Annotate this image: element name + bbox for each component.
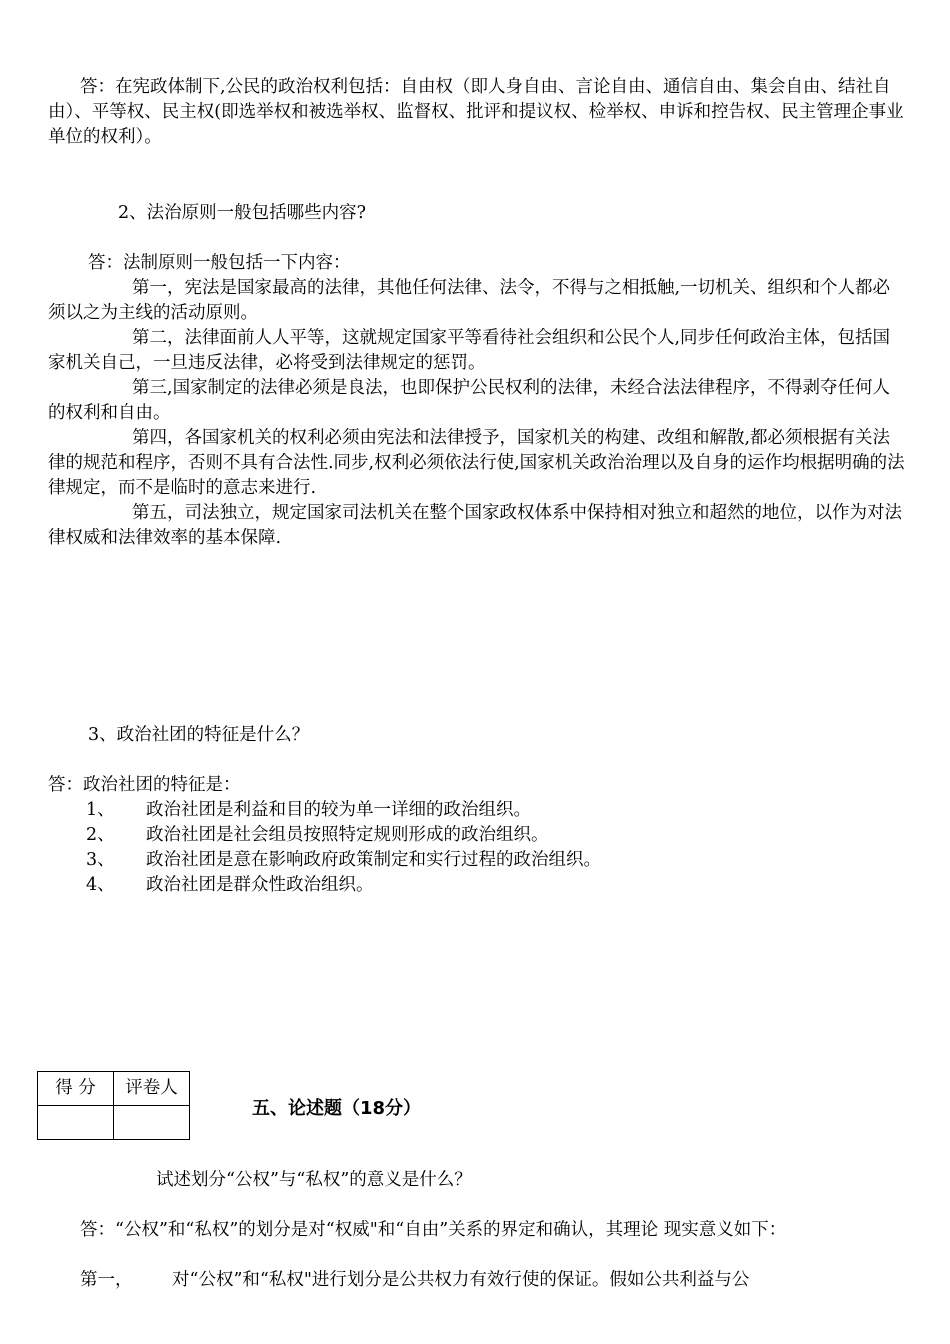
list-item-text: 政治社团是意在影响政府政策制定和实行过程的政治组织。: [146, 850, 601, 870]
list-item-text: 政治社团是社会组员按照特定规则形成的政治组织。: [146, 825, 549, 845]
list-item: [86, 848, 886, 873]
list-item-number: 1、: [86, 800, 115, 820]
q2-question: 2、法治原则一般包括哪些内容?: [118, 203, 367, 223]
list-item: [86, 798, 886, 823]
q2-point-1: 第一，宪法是国家最高的法律，其他任何法律、法令，不得与之相抵触,一切机关、组织和个人都必须以之为主线的活动原则。: [48, 278, 891, 323]
q2-point-3: 第三,国家制定的法律必须是良法，也即保护公民权利的法律，未经合法法律程序，不得剥夺任何人的权利和自由。: [48, 378, 891, 423]
q2-answer-intro: 答：法制原则一般包括一下内容：: [88, 253, 351, 273]
q3-question: 3、政治社团的特征是什么？: [88, 725, 310, 745]
q1-answer: 答：在宪政体制下,公民的政治权利包括：自由权（即人身自由、言论自由、通信自由、集会自由、结社自由）、平等权、民主权(即选举权和被选举权、监督权、批评和提议权、检举权、申诉和控告权、民主管理企事业单位的权利）。: [48, 77, 904, 147]
list-item-number: 2、: [86, 825, 115, 845]
q3-answer-intro: 答：政治社团的特征是：: [48, 775, 241, 795]
essay-question: 试述划分“公权”与“私权”的意义是什么？: [156, 1170, 472, 1190]
essay-first-text: 对“公权”和“私权"进行划分是公共权力有效行使的保证。假如公共利益与公: [172, 1270, 750, 1290]
list-item-number: 3、: [86, 850, 115, 870]
list-item-text: 政治社团是利益和目的较为单一详细的政治组织。: [146, 800, 531, 820]
list-item-text: 政治社团是群众性政治组织。: [146, 875, 374, 895]
score-cell[interactable]: [38, 1106, 114, 1140]
essay-first-number: 第一，: [80, 1270, 133, 1290]
essay-answer: 答：“公权”和“私权”的划分是对“权威"和“自由”关系的界定和确认，其理论 现实意义如下：: [80, 1220, 787, 1240]
list-item: [86, 823, 886, 848]
q2-points: [48, 276, 906, 551]
section-title: 五、论述题（18分）: [252, 1098, 422, 1119]
grader-label: 评卷人: [114, 1072, 190, 1106]
q2-point-4: 第四，各国家机关的权利必须由宪法和法律授予，国家机关的构建、改组和解散,都必须根据有关法律的规范和程序，否则不具有合法性.同步,权利必须依法行使,国家机关政治治理以及自身的运作均根据明确的法律规定，而不是临时的意志来进行.: [48, 428, 905, 498]
list-item-number: 4、: [86, 875, 115, 895]
q2-point-5: 第五，司法独立，规定国家司法机关在整个国家政权体系中保持相对独立和超然的地位，以作为对法律权威和法律效率的基本保障.: [48, 503, 902, 548]
list-item: [86, 873, 886, 898]
q2-point-2: 第二，法律面前人人平等，这就规定国家平等看待社会组织和公民个人,同步任何政治主体，包括国家机关自己，一旦违反法律，必将受到法律规定的惩罚。: [48, 328, 891, 373]
grader-cell[interactable]: [114, 1106, 190, 1140]
score-table: [37, 1071, 190, 1140]
score-label: 得 分: [38, 1072, 114, 1106]
q3-list: [86, 798, 886, 898]
